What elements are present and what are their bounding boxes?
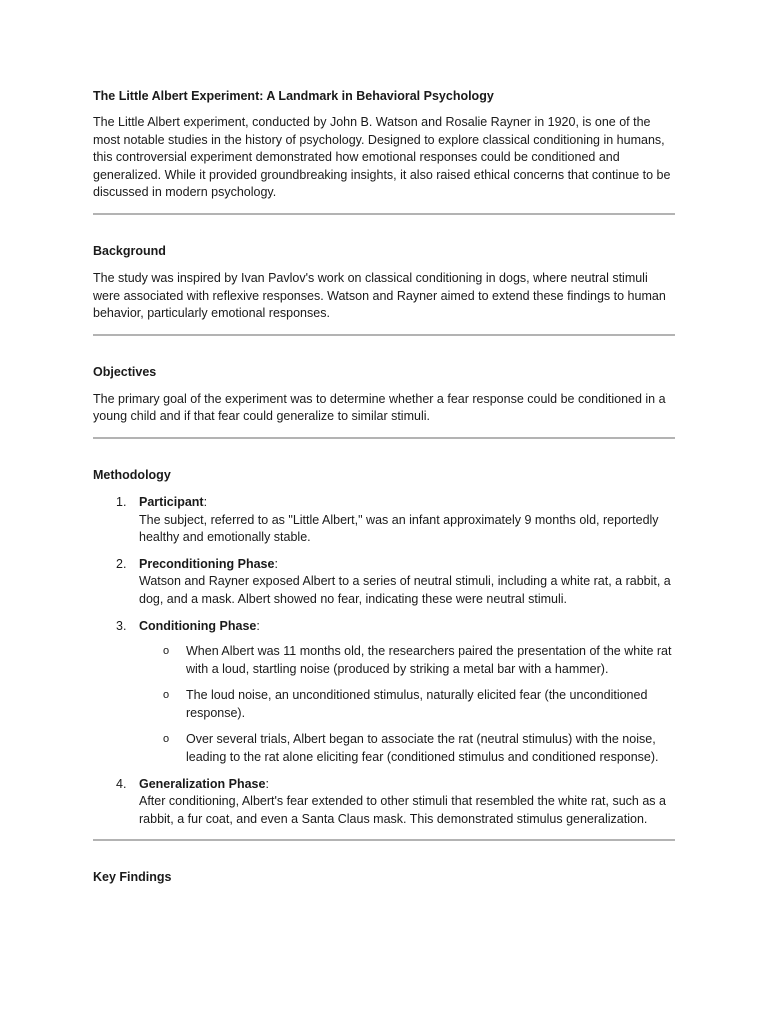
list-number: 3. (116, 618, 127, 633)
background-paragraph: The study was inspired by Ivan Pavlov's work on classical conditioning in dogs, where neutral stimuli were associated with reflexive responses. Watson and Rayner aimed to extend these findings to human behavior, particularly emotional responses. (93, 270, 666, 321)
bullet-icon: o (163, 689, 170, 702)
list-item (93, 618, 675, 767)
section-divider (93, 213, 675, 215)
sub-item-text: When Albert was 11 months old, the researchers paired the presentation of the white rat with a loud, startling noise (produced by striking a metal bar with a hammer). (186, 644, 672, 676)
objectives-heading: Objectives (93, 364, 157, 379)
sub-list-item (139, 687, 675, 722)
document-page (93, 88, 675, 896)
item-label: Generalization Phase (139, 776, 266, 791)
intro-paragraph: The Little Albert experiment, conducted by John B. Watson and Rosalie Rayner in 1920, is one of the most notable studies in the history of psychology. Designed to explore classical conditioning in humans, this controversial experiment demonstrated how emotional responses could be conditioned and generalized. While it provided groundbreaking insights, it also raised ethical concerns that continue to be discussed in modern psychology. (93, 115, 671, 200)
item-colon: : (203, 494, 208, 509)
item-text: After conditioning, Albert's fear extended to other stimuli that resembled the white rat, such as a rabbit, a fur coat, and even a Santa Claus mask. This demonstrated stimulus generalization. (139, 794, 666, 826)
item-colon: : (256, 618, 260, 633)
document-title: The Little Albert Experiment: A Landmark in Behavioral Psychology (93, 89, 494, 103)
background-heading: Background (93, 243, 166, 258)
list-number: 4. (116, 776, 127, 791)
methodology-list (93, 494, 675, 829)
list-item (93, 494, 675, 547)
item-label: Conditioning Phase (139, 618, 257, 633)
conditioning-sub-list (139, 643, 675, 767)
section-divider (93, 437, 675, 439)
methodology-heading: Methodology (93, 467, 171, 482)
sub-item-text: Over several trials, Albert began to associate the rat (neutral stimulus) with the noise, leading to the rat alone eliciting fear (conditioned stimulus and conditioned response). (186, 732, 659, 765)
key-findings-heading: Key Findings (93, 870, 172, 885)
item-text: Watson and Rayner exposed Albert to a series of neutral stimuli, including a white rat, a rabbit, a dog, and a mask. Albert showed no fear, indicating these were neutral stimuli. (139, 574, 671, 606)
item-colon: : (265, 776, 269, 791)
sub-list-item (139, 643, 675, 678)
bullet-icon: o (163, 645, 170, 658)
item-label: Participant (139, 494, 204, 509)
sub-item-text: The loud noise, an unconditioned stimulus, naturally elicited fear (the unconditioned response). (186, 688, 648, 720)
list-item (93, 556, 675, 609)
section-divider (93, 334, 675, 336)
item-label: Preconditioning Phase (139, 556, 275, 571)
item-text: The subject, referred to as "Little Albert," was an infant approximately 9 months old, reportedly healthy and emotionally stable. (139, 512, 659, 545)
bullet-icon: o (163, 733, 170, 746)
list-item (93, 776, 675, 829)
list-number: 2. (116, 556, 127, 571)
item-colon: : (274, 556, 278, 571)
list-number: 1. (116, 494, 127, 509)
section-divider (93, 839, 675, 841)
sub-list-item (139, 731, 675, 766)
objectives-paragraph: The primary goal of the experiment was to determine whether a fear response could be conditioned in a young child and if that fear could generalize to similar stimuli. (93, 391, 666, 424)
